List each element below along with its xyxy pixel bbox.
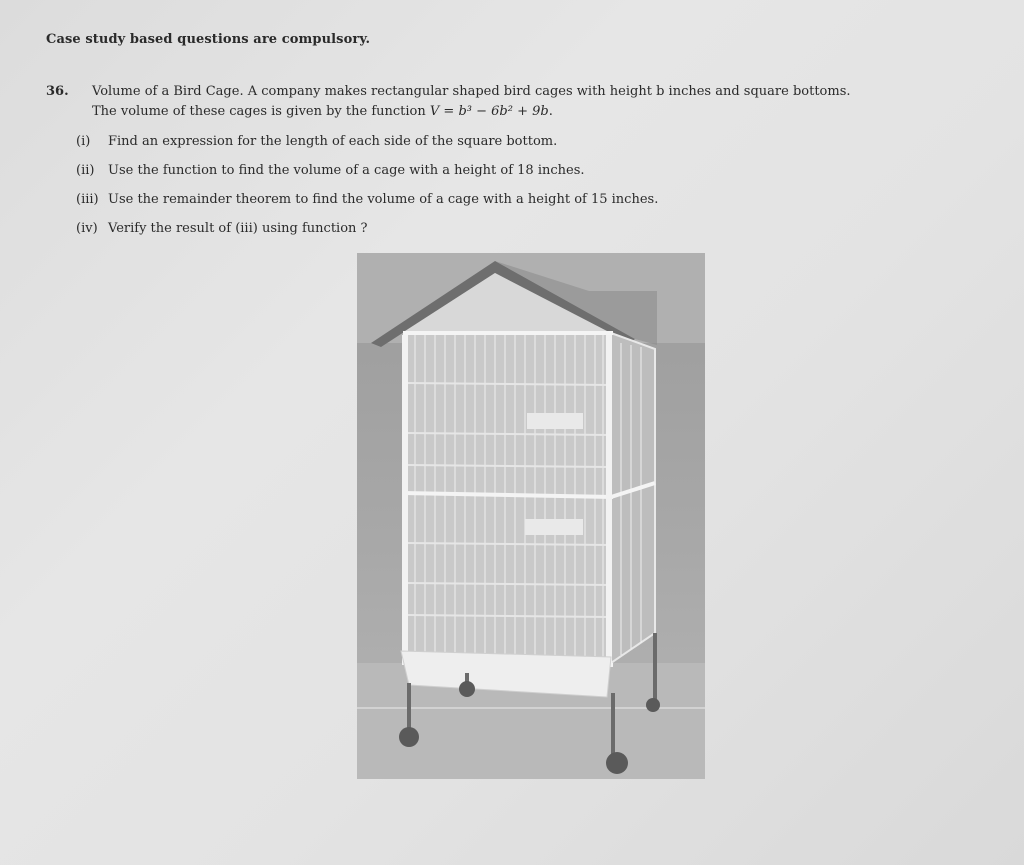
part-number: (iii)	[76, 192, 99, 207]
part-text: Verify the result of (iii) using function ?	[108, 221, 368, 236]
part-iv	[76, 221, 658, 250]
volume-formula: V = b³ − 6b² + 9b	[429, 104, 549, 119]
question-line-2	[92, 102, 972, 122]
question-line-1: Volume of a Bird Cage. A company makes rectangular shaped bird cages with height b inches and square bottoms.	[92, 84, 851, 99]
question-line-2-prefix: The volume of these cages is given by the function	[92, 104, 426, 119]
part-iii	[76, 192, 658, 221]
section-heading: Case study based questions are compulsory.	[46, 32, 371, 47]
part-i	[76, 134, 658, 163]
bird-cage-illustration	[357, 253, 705, 779]
part-ii	[76, 163, 658, 192]
part-text: Find an expression for the length of each side of the square bottom.	[108, 134, 558, 149]
part-number: (iv)	[76, 221, 98, 236]
question-parts	[76, 134, 658, 250]
part-number: (ii)	[76, 163, 95, 178]
part-text: Use the function to find the volume of a cage with a height of 18 inches.	[108, 163, 585, 178]
bird-cage-photo	[357, 253, 705, 779]
part-text: Use the remainder theorem to find the volume of a cage with a height of 15 inches.	[108, 192, 659, 207]
part-number: (i)	[76, 134, 91, 149]
question-line-2-suffix: .	[548, 104, 553, 119]
question-number: 36.	[46, 84, 69, 99]
question-text	[92, 82, 972, 122]
